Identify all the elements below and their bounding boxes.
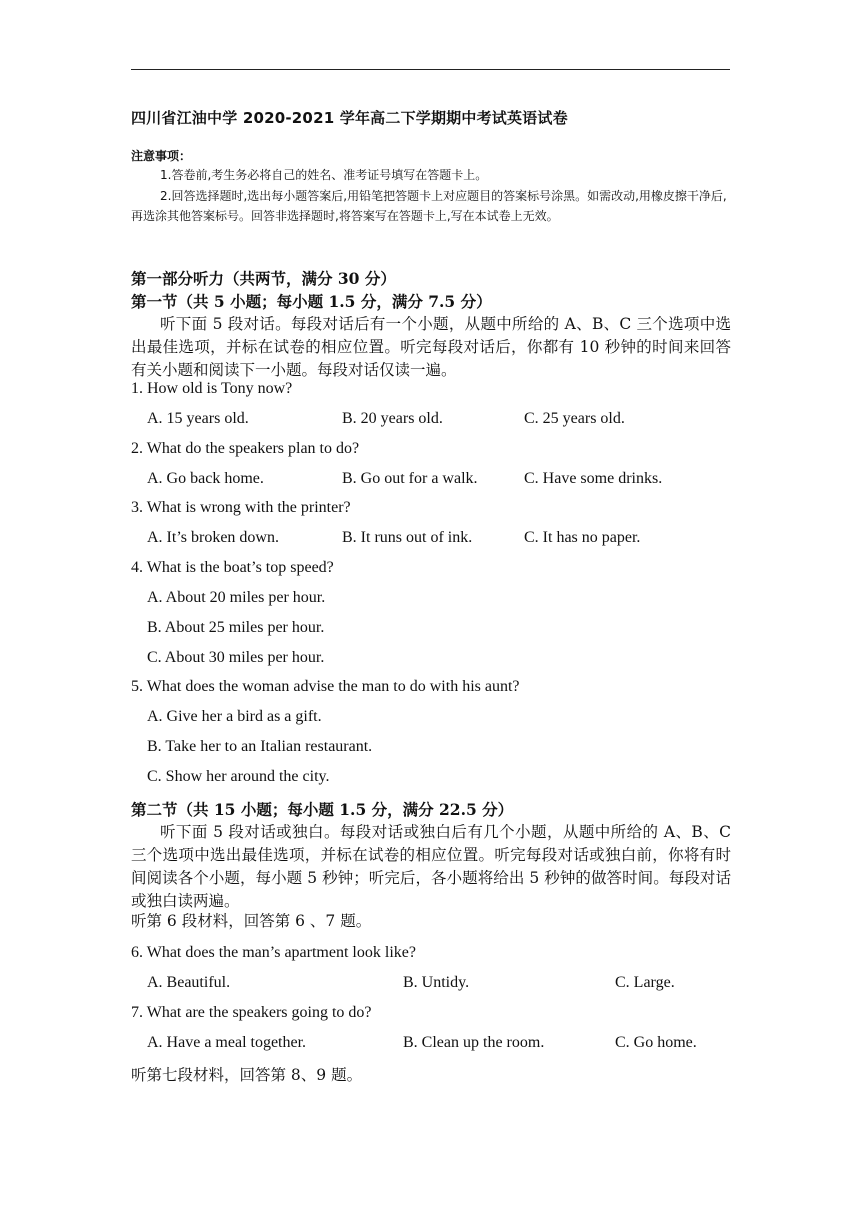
option-c: C. Large. bbox=[615, 974, 675, 991]
question-stem: 3. What is wrong with the printer? bbox=[131, 499, 351, 516]
option-b: B. Go out for a walk. bbox=[342, 470, 478, 487]
option-c: C. Have some drinks. bbox=[524, 470, 663, 487]
option-a: A. It’s broken down. bbox=[147, 529, 279, 546]
material-6-instruction: 听第 6 段材料，回答第 6 、7 题。 bbox=[131, 912, 372, 930]
question-stem: 6. What does the man’s apartment look like? bbox=[131, 944, 416, 961]
option-c: C. Show her around the city. bbox=[147, 768, 330, 785]
part1-heading: 第一部分听力（共两节，满分 30 分） bbox=[131, 269, 396, 288]
question-stem: 4. What is the boat’s top speed? bbox=[131, 559, 334, 576]
section2-heading: 第二节（共 15 小题；每小题 1.5 分，满分 22.5 分） bbox=[131, 800, 514, 819]
option-b: B. It runs out of ink. bbox=[342, 529, 473, 546]
option-c: C. About 30 miles per hour. bbox=[147, 649, 325, 666]
question-stem: 2. What do the speakers plan to do? bbox=[131, 440, 360, 457]
option-c: C. Go home. bbox=[615, 1034, 697, 1051]
option-b: B. 20 years old. bbox=[342, 410, 443, 427]
option-b: B. Take her to an Italian restaurant. bbox=[147, 738, 373, 755]
option-b: B. About 25 miles per hour. bbox=[147, 619, 325, 636]
section2-instructions: 听下面 5 段对话或独白。每段对话或独白后有几个小题，从题中所给的 A、B、C 三个选项中选出最佳选项，并标在试卷的相应位置。听完每段对话或独白前，你将有时间阅读各个小题，每小题 5 秒钟；听完后，各小题将给出 5 秒钟的做答时间。每段对话或独白读两遍。 bbox=[131, 823, 731, 910]
material-7-instruction: 听第七段材料，回答第 8、9 题。 bbox=[131, 1066, 363, 1084]
question-stem: 7. What are the speakers going to do? bbox=[131, 1004, 372, 1021]
option-a: A. Go back home. bbox=[147, 470, 264, 487]
header-rule bbox=[131, 69, 730, 70]
section1-instructions: 听下面 5 段对话。每段对话后有一个小题，从题中所给的 A、B、C 三个选项中选出最佳选项，并标在试卷的相应位置。听完每段对话后，你都有 10 秒钟的时间来回答有关小题和阅读下一小题。每段对话仅读一遍。 bbox=[131, 315, 731, 379]
option-a: A. Beautiful. bbox=[147, 974, 231, 991]
exam-title: 四川省江油中学 2020-2021 学年高二下学期期中考试英语试卷 bbox=[131, 109, 568, 127]
section1-heading: 第一节（共 5 小题；每小题 1.5 分，满分 7.5 分） bbox=[131, 292, 492, 311]
notice-heading: 注意事项： bbox=[131, 149, 192, 163]
option-a: A. 15 years old. bbox=[147, 410, 249, 427]
option-c: C. It has no paper. bbox=[524, 529, 641, 546]
notice-item-1: 1.答卷前,考生务必将自己的姓名、准考证号填写在答题卡上。 bbox=[160, 168, 488, 182]
option-b: B. Untidy. bbox=[403, 974, 470, 991]
option-a: A. Have a meal together. bbox=[147, 1034, 307, 1051]
option-a: A. Give her a bird as a gift. bbox=[147, 708, 322, 725]
option-a: A. About 20 miles per hour. bbox=[147, 589, 326, 606]
question-stem: 5. What does the woman advise the man to do with his aunt? bbox=[131, 678, 520, 695]
question-stem: 1. How old is Tony now? bbox=[131, 380, 293, 397]
option-b: B. Clean up the room. bbox=[403, 1034, 545, 1051]
option-c: C. 25 years old. bbox=[524, 410, 625, 427]
notice-item-2: 2.回答选择题时,选出每小题答案后,用铅笔把答题卡上对应题目的答案标号涂黑。如需改动,用橡皮擦干净后,再选涂其他答案标号。回答非选择题时,将答案写在答题卡上,写在本试卷上无效。 bbox=[131, 189, 727, 223]
